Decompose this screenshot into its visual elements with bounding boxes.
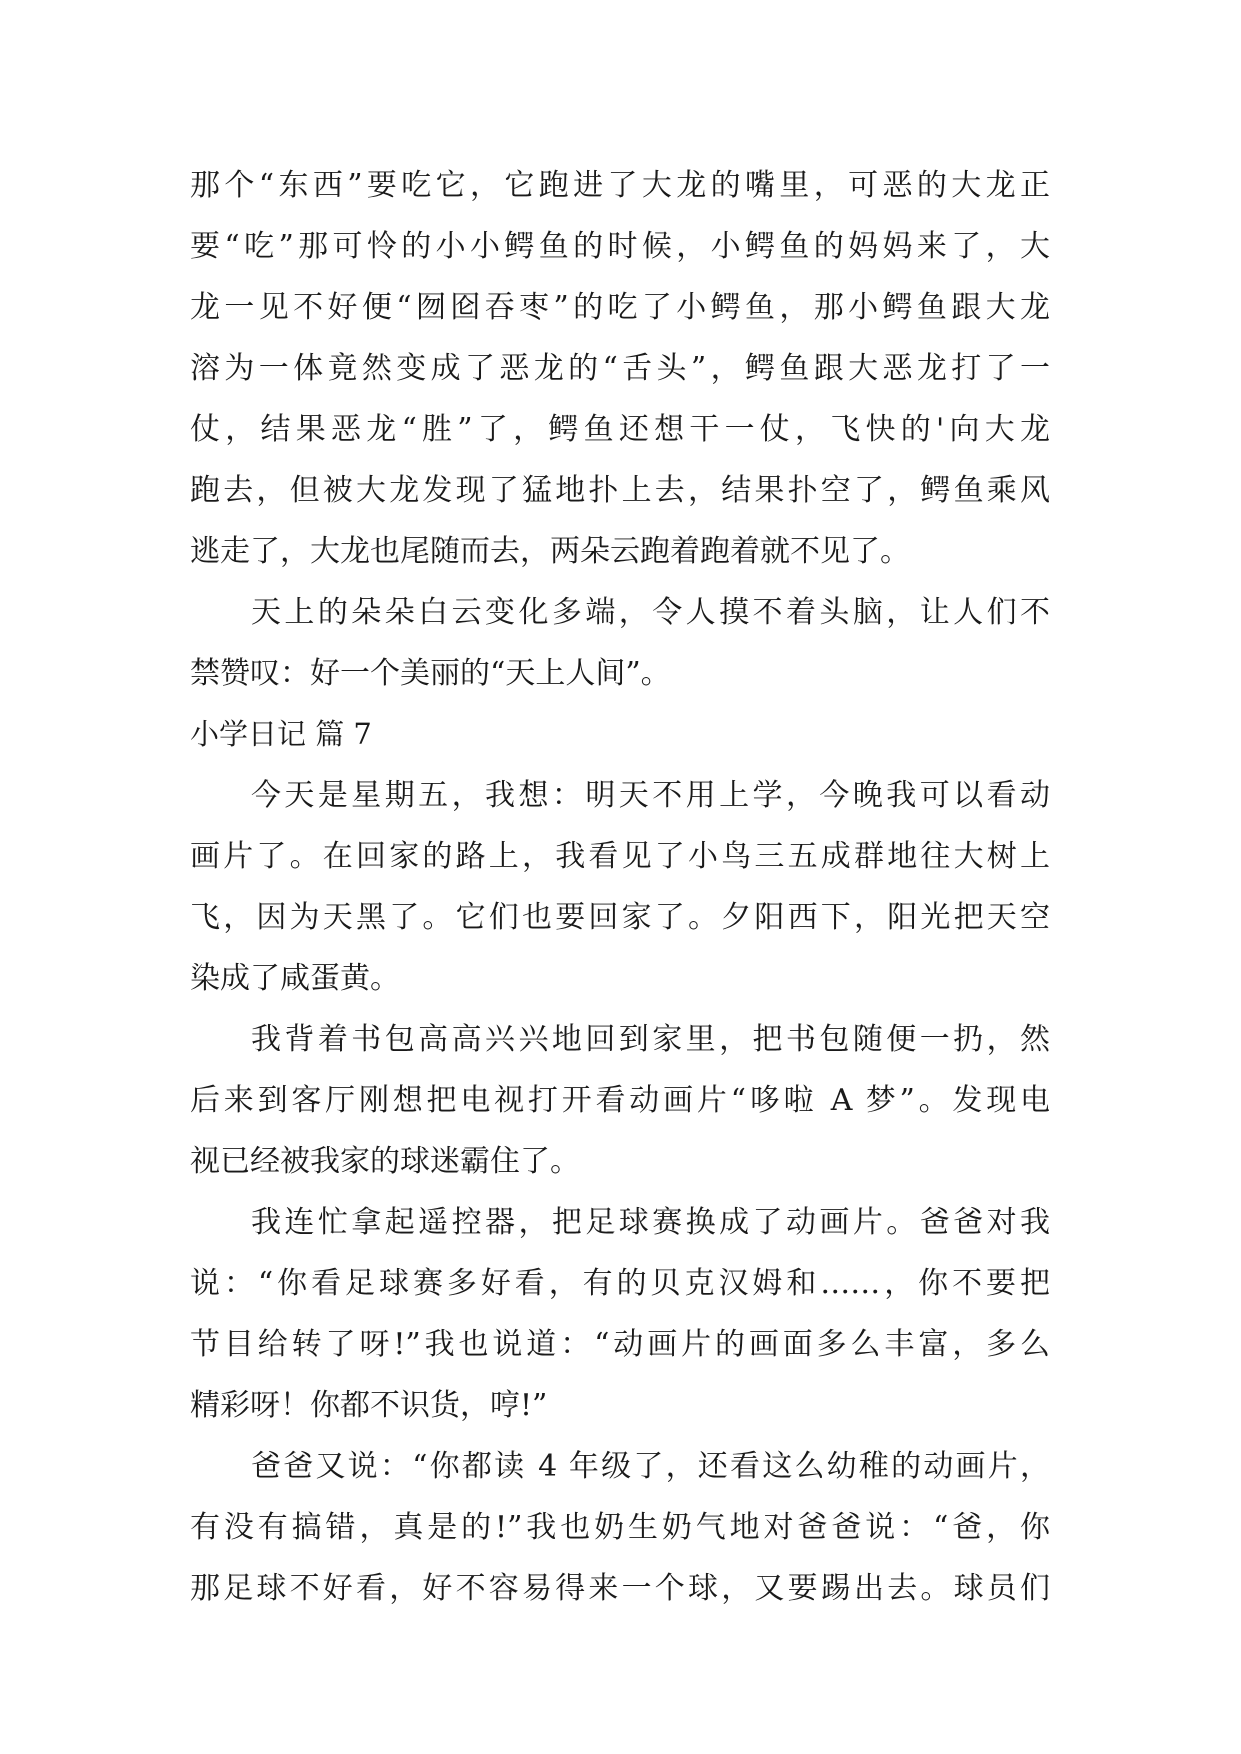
text-line: 要“吃”那可怜的小小鳄鱼的时候，小鳄鱼的妈妈来了，大 [190,229,1050,264]
text-line: 仗，结果恶龙“胜”了，鳄鱼还想干一仗，飞快的'向大龙 [190,412,1050,447]
text-line: 逃走了，大龙也尾随而去，两朵云跑着跑着就不见了。 [190,534,910,569]
text-line: 视已经被我家的球迷霸住了。 [190,1144,580,1179]
text-line: 溶为一体竟然变成了恶龙的“舌头”，鳄鱼跟大恶龙打了一 [190,351,1050,386]
text-line: 飞，因为天黑了。它们也要回家了。夕阳西下，阳光把天空 [190,900,1050,935]
text-line: 节目给转了呀!”我也说道：“动画片的画面多么丰富，多么 [190,1327,1050,1362]
paragraph-first-line: 爸爸又说：“你都读 4 年级了，还看这么幼稚的动画片， [251,1449,1050,1484]
section-heading: 小学日记 篇 7 [190,717,372,751]
text-line: 禁赞叹：好一个美丽的“天上人间”。 [190,656,671,691]
text-line: 说：“你看足球赛多好看，有的贝克汉姆和……，你不要把 [190,1266,1050,1301]
text-line: 龙一见不好便“囫囵吞枣”的吃了小鳄鱼，那小鳄鱼跟大龙 [190,290,1050,325]
text-line: 那足球不好看，好不容易得来一个球，又要踢出去。球员们 [190,1571,1050,1606]
text-line: 染成了咸蛋黄。 [190,961,400,996]
text-line: 有没有搞错，真是的!”我也奶生奶气地对爸爸说：“爸，你 [190,1510,1050,1545]
paragraph-first-line: 今天是星期五，我想：明天不用上学，今晚我可以看动 [251,778,1050,813]
text-line: 跑去，但被大龙发现了猛地扑上去，结果扑空了，鳄鱼乘风 [190,473,1050,508]
paragraph-first-line: 我背着书包高高兴兴地回到家里，把书包随便一扔，然 [251,1022,1050,1057]
text-line: 那个“东西”要吃它，它跑进了大龙的嘴里，可恶的大龙正 [190,168,1050,203]
document-body [190,155,1050,1619]
text-line: 后来到客厅刚想把电视打开看动画片“哆啦 A 梦”。发现电 [190,1083,1050,1118]
paragraph-first-line: 我连忙拿起遥控器，把足球赛换成了动画片。爸爸对我 [251,1205,1050,1240]
text-line: 画片了。在回家的路上，我看见了小鸟三五成群地往大树上 [190,839,1050,874]
paragraph-first-line: 天上的朵朵白云变化多端，令人摸不着头脑，让人们不 [251,595,1050,630]
text-line: 精彩呀！你都不识货，哼!” [190,1388,548,1423]
